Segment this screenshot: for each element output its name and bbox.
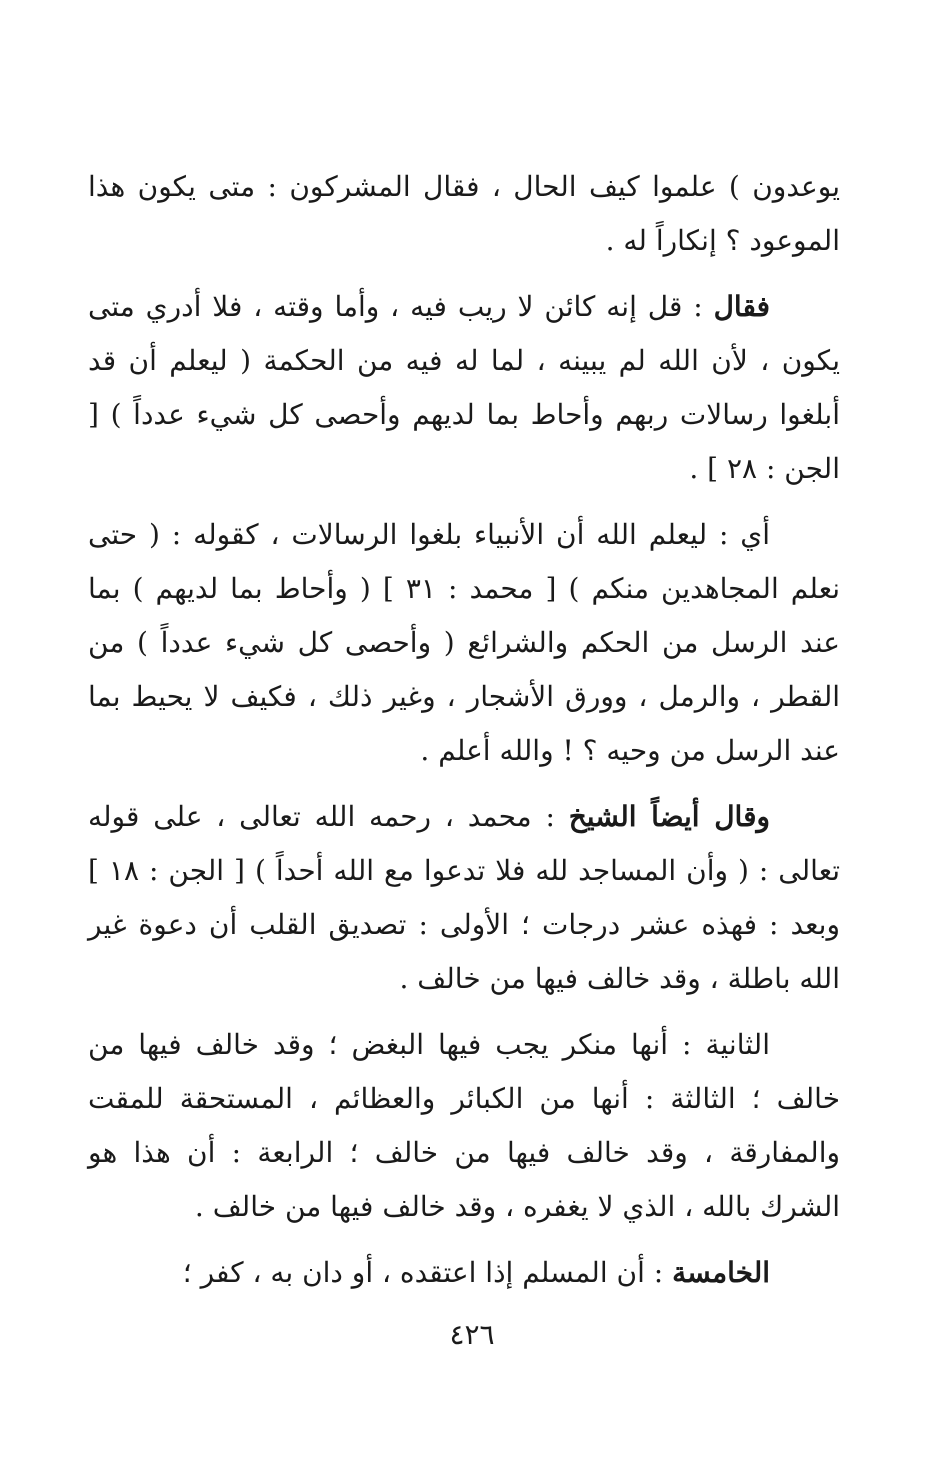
paragraph-4 bbox=[88, 790, 840, 1006]
paragraph-text: : محمد ، رحمه الله تعالى ، على قوله تعالى : ( وأن المساجد لله فلا تدعوا مع الله أحداً ) [ الجن : ١٨ ] وبعد : فهذه عشر درجات ؛ الأولى : تصديق القلب أن دعوة غير الله باطلة ، وقد خالف فيها من خالف . bbox=[88, 800, 840, 995]
body-text bbox=[88, 160, 840, 1312]
paragraph-3 bbox=[88, 508, 840, 778]
page-number: ٤٢٦ bbox=[449, 1318, 495, 1351]
paragraph-text: : قل إنه كائن لا ريب فيه ، وأما وقته ، فلا أدري متى يكون ، لأن الله لم يبينه ، لما له فيه من الحكمة ( ليعلم أن قد أبلغوا رسالات ربهم وأحاط بما لديهم وأحصى كل شيء عدداً ) [ الجن : ٢٨ ] . bbox=[88, 290, 840, 485]
paragraph-lead: وقال أيضاً الشيخ bbox=[568, 800, 770, 833]
paragraph-2 bbox=[88, 280, 840, 496]
paragraph-6 bbox=[88, 1246, 840, 1300]
paragraph-text: يوعدون ) علموا كيف الحال ، فقال المشركون : متى يكون هذا الموعود ؟ إنكاراً له . bbox=[88, 170, 840, 257]
paragraph-text: : أن المسلم إذا اعتقده ، أو دان به ، كفر ؛ bbox=[182, 1256, 673, 1289]
paragraph-text: أي : ليعلم الله أن الأنبياء بلغوا الرسالات ، كقوله : ( حتى نعلم المجاهدين منكم ) [ محمد : ٣١ ] ( وأحاط بما لديهم ) بما عند الرسل من الحكم والشرائع ( وأحصى كل شيء عدداً ) من القطر ، والرمل ، وورق الأشجار ، وغير ذلك ، فكيف لا يحيط بما عند الرسل من وحيه ؟ ! والله أعلم . bbox=[88, 518, 840, 767]
paragraph-lead: الخامسة bbox=[672, 1256, 770, 1289]
paragraph-text: الثانية : أنها منكر يجب فيها البغض ؛ وقد خالف فيها من خالف ؛ الثالثة : أنها من الكبائر والعظائم ، المستحقة للمقت والمفارقة ، وقد خالف فيها من خالف ؛ الرابعة : أن هذا هو الشرك بالله ، الذي لا يغفره ، وقد خالف فيها من خالف . bbox=[88, 1028, 840, 1223]
paragraph-lead: فقال bbox=[713, 290, 770, 323]
paragraph-5 bbox=[88, 1018, 840, 1234]
paragraph-1 bbox=[88, 160, 840, 268]
